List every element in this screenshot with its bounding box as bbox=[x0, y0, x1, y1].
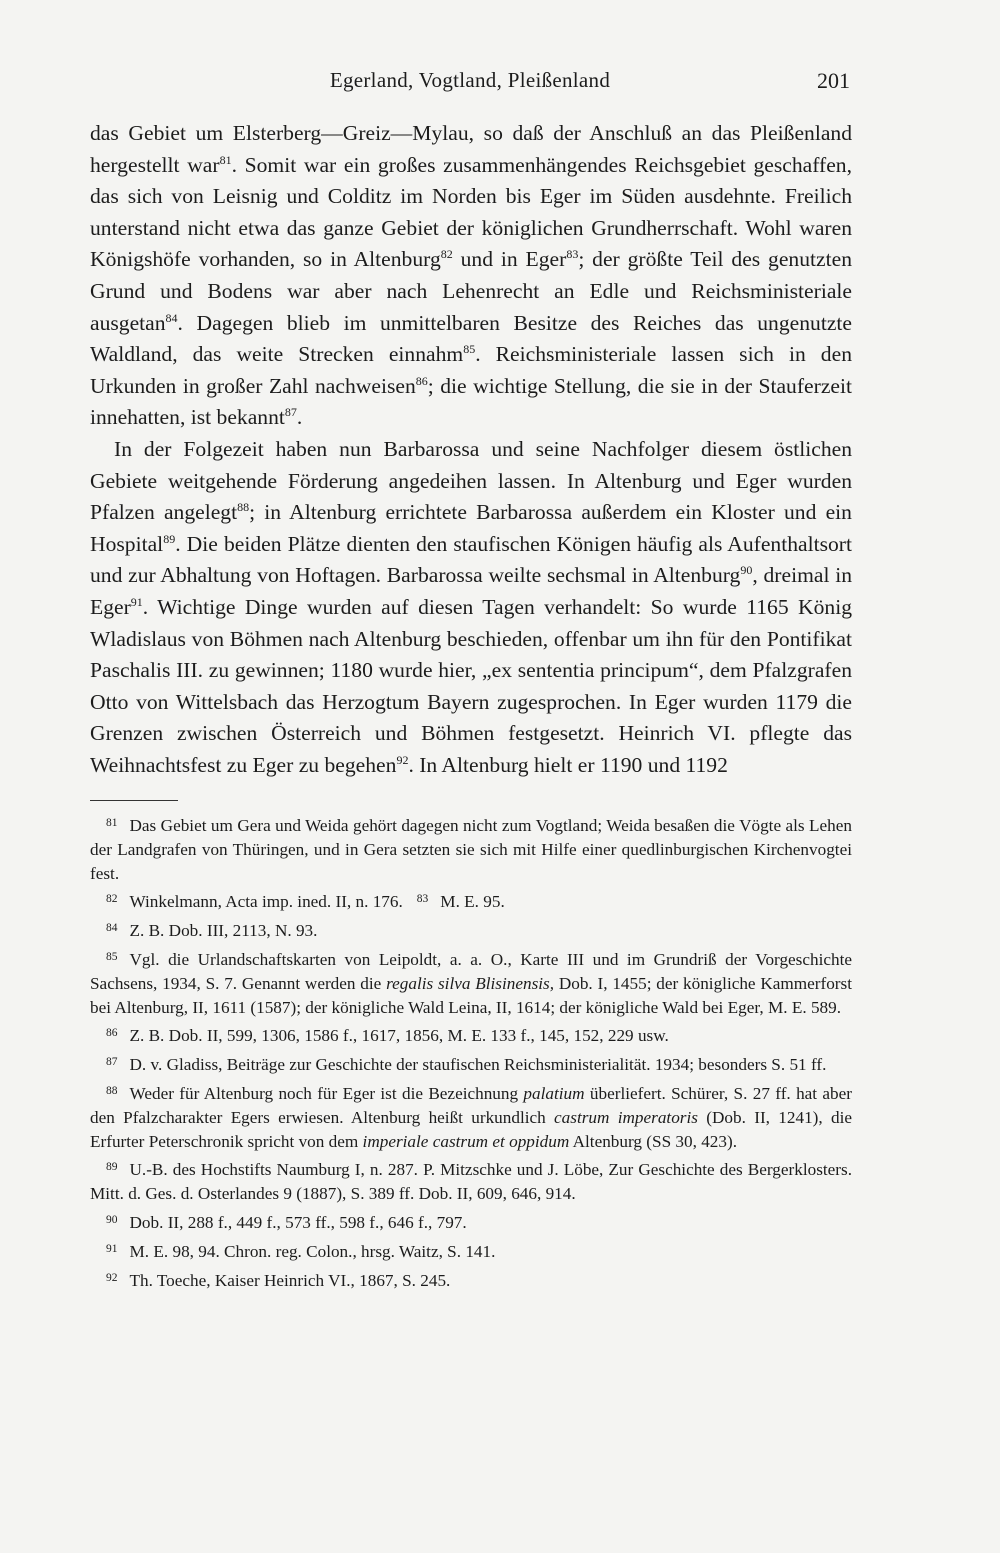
footnote-number: 82 bbox=[106, 893, 118, 906]
running-title: Egerland, Vogtland, Pleißenland bbox=[329, 68, 611, 92]
text-run: . Wichtige Dinge wurden auf diesen Tagen verhandelt: So wurde 1165 König Wladislaus von Böhmen nach Altenburg beschieden, offenbar um ihn für den Pontifikat Paschalis III. zu gewinnen; 1180 wurde hier, „ex sententia principum“, dem Pfalzgrafen Otto von Wittelsbach das Herzogtum Bayern zugesprochen. In Eger wurden 1179 die Grenzen zwischen Österreich und Böhmen festgesetzt. Heinrich VI. pflegte das Weihnachtsfest zu Eger zu begehen bbox=[90, 594, 852, 777]
text-run: In der Folgezeit haben nun Barbarossa und seine Nachfolger diesem östlichen Gebiete weitgehende Förderung angedeihen lassen. In Altenburg und Eger wurden Pfalzen angelegt bbox=[90, 436, 852, 525]
footnote-ref-86: 86 bbox=[415, 373, 428, 388]
text-run: ; der größte Teil des genutzten Grund und Bodens war aber nach Lehenrecht an Edle und Reichsministeriale ausgetan bbox=[90, 247, 852, 335]
footnote-text: Winkelmann, Acta imp. ined. II, n. 176. bbox=[129, 892, 403, 912]
footnote-text: D. v. Gladiss, Beiträge zur Geschichte der staufischen Reichsministerialität. 1934; besonders S. 51 ff. bbox=[129, 1055, 827, 1075]
text-run: das Gebiet um Elsterberg—Greiz—Mylau, so daß der Anschluß an das Pleißenland hergestellt war bbox=[90, 121, 852, 177]
footnote-text: Z. B. Dob. III, 2113, N. 93. bbox=[129, 921, 318, 941]
footnote-86 bbox=[90, 1024, 852, 1048]
main-text bbox=[90, 118, 852, 781]
footnote-number: 91 bbox=[106, 1242, 118, 1255]
footnote-text: Weder für Altenburg noch für Eger ist die Bezeichnung bbox=[129, 1083, 524, 1103]
footnote-separator bbox=[90, 800, 178, 801]
footnote-text: überliefert. Schürer, S. 27 ff. hat aber den Pfalzcharakter Egers erwiesen. Altenburg heißt urkundlich bbox=[90, 1083, 852, 1127]
footnote-number: 89 bbox=[106, 1161, 118, 1174]
footnote-text: U.-B. des Hochstifts Naumburg I, n. 287. P. Mitzschke und J. Löbe, Zur Geschichte des Bergerklosters. Mitt. d. Ges. d. Osterlandes 9 (1887), S. 389 ff. Dob. II, 609, 646, 914. bbox=[90, 1160, 852, 1204]
footnote-text: Th. Toeche, Kaiser Heinrich VI., 1867, S. 245. bbox=[129, 1270, 451, 1290]
footnote-italic: imperiale castrum et oppidum bbox=[362, 1131, 570, 1151]
text-run: . bbox=[296, 405, 303, 430]
text-run: ; die wichtige Stellung, die sie in der Stauferzeit innehatten, ist bekannt bbox=[90, 373, 852, 430]
text-run: . Die beiden Plätze dienten den staufischen Königen häufig als Aufenthaltsort und zur Abhaltung von Hoftagen. Barbarossa weilte sechsmal in Altenburg bbox=[90, 531, 852, 588]
footnote-text: Vgl. die Urlandschaftskarten von Leipoldt, a. a. O., Karte III und im Grundriß der Vorgeschichte Sachsens, 1934, S. 7. Genannt werden die bbox=[90, 949, 852, 993]
footnote-number: 87 bbox=[106, 1056, 118, 1069]
footnote-text: Dob. II, 288 f., 449 f., 573 ff., 598 f., 646 f., 797. bbox=[129, 1212, 467, 1232]
paragraph-2 bbox=[90, 434, 852, 782]
text-run: und in Eger bbox=[452, 247, 567, 272]
footnote-number: 92 bbox=[106, 1271, 118, 1284]
footnote-text: M. E. 98, 94. Chron. reg. Colon., hrsg. Waitz, S. 141. bbox=[129, 1241, 496, 1261]
footnote-text: Dob. I, 1455; der königliche Kammerforst bei Altenburg, II, 1611 (1587); der königliche Wald Leina, II, 1614; der königliche Wald bei Eger, M. E. 589. bbox=[90, 973, 852, 1017]
footnote-ref-82: 82 bbox=[440, 247, 453, 262]
text-run: . Reichsministeriale lassen sich in den Urkunden in großer Zahl nachweisen bbox=[90, 342, 852, 398]
text-run: . In Altenburg hielt er 1190 und 1192 bbox=[408, 752, 728, 777]
footnotes bbox=[90, 814, 852, 1297]
footnote-81 bbox=[90, 814, 852, 885]
footnote-number: 90 bbox=[106, 1213, 118, 1226]
footnote-ref-83: 83 bbox=[566, 247, 579, 262]
footnote-text: Das Gebiet um Gera und Weida gehört dagegen nicht zum Vogtland; Weida besaßen die Vögte als Lehen der Landgrafen von Thüringen, und in Gera setzten sie sich mit Hilfe einer quedlinburgischen Kirchenvogtei fest. bbox=[90, 816, 852, 883]
footnote-text: M. E. 95. bbox=[440, 892, 505, 912]
footnote-number: 83 bbox=[416, 893, 429, 906]
footnote-ref-92: 92 bbox=[396, 752, 409, 767]
footnote-ref-87: 87 bbox=[284, 405, 297, 420]
text-run: . Dagegen blieb im unmittelbaren Besitze des Reiches das ungenutzte Waldland, das weite Strecken einnahm bbox=[90, 310, 852, 367]
footnote-89 bbox=[90, 1158, 852, 1206]
footnote-85 bbox=[90, 948, 852, 1019]
footnote-text: Z. B. Dob. II, 599, 1306, 1586 f., 1617, 1856, M. E. 133 f., 145, 152, 229 usw. bbox=[129, 1026, 669, 1046]
footnote-84 bbox=[90, 919, 852, 943]
footnote-ref-89: 89 bbox=[163, 531, 176, 546]
footnote-number: 84 bbox=[106, 922, 118, 935]
footnote-number: 81 bbox=[106, 817, 118, 829]
footnote-ref-91: 91 bbox=[130, 594, 143, 609]
footnote-88 bbox=[90, 1082, 852, 1153]
footnote-ref-81: 81 bbox=[219, 152, 232, 167]
footnote-text: Altenburg (SS 30, 423). bbox=[569, 1131, 738, 1151]
footnote-90 bbox=[90, 1211, 852, 1235]
footnote-italic: regalis silva Blisinensis, bbox=[386, 973, 555, 993]
footnote-92 bbox=[90, 1269, 852, 1293]
footnote-ref-85: 85 bbox=[463, 342, 476, 357]
footnote-91 bbox=[90, 1240, 852, 1264]
footnote-82-83 bbox=[90, 890, 852, 914]
page-number: 201 bbox=[817, 68, 850, 93]
footnote-ref-84: 84 bbox=[165, 310, 178, 325]
text-run: , dreimal in Eger bbox=[90, 563, 852, 619]
footnote-text: (Dob. II, 1241), die Erfurter Peterschronik spricht von dem bbox=[90, 1107, 852, 1151]
footnote-87 bbox=[90, 1053, 852, 1077]
paragraph-1 bbox=[90, 118, 852, 434]
page-header bbox=[90, 68, 850, 102]
footnote-number: 85 bbox=[106, 950, 118, 963]
text-run: ; in Altenburg errichtete Barbarossa außerdem ein Kloster und ein Hospital bbox=[90, 500, 852, 556]
footnote-italic: palatium bbox=[523, 1083, 585, 1103]
footnote-italic: castrum imperatoris bbox=[554, 1107, 698, 1127]
footnote-number: 88 bbox=[106, 1084, 118, 1097]
footnote-ref-90: 90 bbox=[740, 563, 753, 578]
text-run: . Somit war ein großes zusammenhängendes Reichsgebiet geschaffen, das sich von Leisnig und Colditz im Norden bis Eger im Süden ausdehnte. Freilich unterstand nicht etwa das ganze Gebiet der königlichen Grundherrschaft. Wohl waren Königshöfe vorhanden, so in Altenburg bbox=[90, 152, 852, 272]
footnote-number: 86 bbox=[106, 1027, 118, 1040]
footnote-ref-88: 88 bbox=[237, 500, 250, 515]
